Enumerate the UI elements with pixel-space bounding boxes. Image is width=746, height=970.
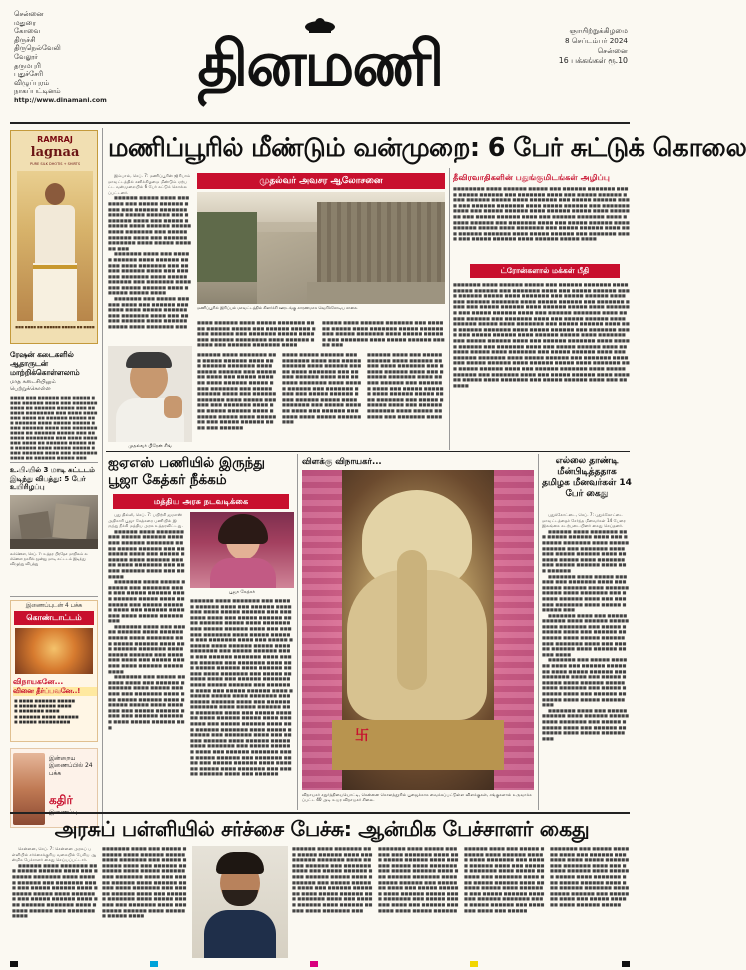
masthead-title: தினமணி bbox=[197, 27, 443, 100]
promo-sub2: வினை தீர்ப்பவனே..! bbox=[13, 687, 97, 696]
edition-item: மதுரை bbox=[14, 18, 36, 27]
kathir-line1: இன்றைய இணைப்பில் 24 பக்க bbox=[49, 755, 93, 777]
registration-marks bbox=[10, 960, 630, 968]
edition-item: தருமபுரி bbox=[14, 61, 41, 70]
section-rule bbox=[10, 812, 630, 814]
date-day: ஞாயிற்றுக்கிழமை bbox=[569, 26, 628, 35]
fishermen-dateline: புதுக்கோட்டை, செப். 7: புதுக்கோட்டை மாவட்டத்தைச் சேர்ந்த மீனவர்கள் 14 பேரை இலங்கை கடற்படையினர் கைது செய்தனர். bbox=[542, 512, 626, 529]
pooja-body-col2: ■■■■■■ ■■■■ ■■■■■■■ ■■■ ■■■■■ ■■■■■■ ■■■■ ■■■ ■■■■■■ ■■■■■■■ ■■■■ ■■■■■ ■■■■■■ ■■■ ■■■■■■■ ■■■■ ■■■ ■■■■■ ■■■■■■ ■■■■ ■■■■■■ ■■■■■ ■■■■ ■■■■■■■ ■■■ ■■■■■ ■■■■■■ ■■■■ ■■■ ■■■■■■ ■■■■■■■ ■■■■ ■■■■■ ■■■■■■ ■■■ ■■■■■■■ ■■■■ ■■■ ■■■■■ ■■■■■■ ■■■■ ■■■■■■ ■■■■■ ■■■■ ■■■■■■■ ■■■ ■■■■■ ■■■■■■ ■■■■ ■■■ ■■■■■■ ■■■■■■■ ■■■■ ■■■■■ ■■■■■■ ■■■ ■■■■■■■ ■■■■ ■■■ ■■■■■ ■■■■■■ ■■■■ ■■■■■■ ■■■■■ ■■■■ ■■■■■■■ ■■■ ■■■■■ ■■■■■■ ■■■■ ■■■ ■■■■■■ ■■■■■■■ ■■■■ ■■■■■ ■■■■■■ ■■■ ■■■■■■■ ■■■■ ■■■ ■■■■■ ■■■■■■ ■■■■ ■■■■■■ ■■■■■ ■■■■ ■■■■■■■ ■■■ ■■■■■ ■■■■■■ ■■■■ ■■■ ■■■■■■ ■■■■■■■ ■■■■ ■■■■■ ■■■■■■ ■■■ ■■■■■■■ ■■■■ ■■■ ■■■■■ ■■■■■■ ■■■■ ■■■■■■ ■■■■■ ■■■■ ■■■■■■■ ■■■ ■■■■■ ■■■■■■ ■■■■ ■■■ ■■■■■■ ■■■■■■■ ■■■■ ■■■■■ ■■■■■■ ■■■ ■■■■■■■ ■■■■ ■■■ ■■■■■ ■■■■■■ ■■■■ ■■■■■■ ■■■■■ ■■■■ ■■■■■■■ ■■■ ■■■■■ ■■■■■■ ■■■■ ■■■ ■■■■■■ ■■■■■■■ ■■■■ ■■■■■ ■■■■■■ ■■■ ■■■■■■■ ■■■■ ■■■ ■■■■■ ■■■■■■ ■■■■ ■■■■■■ ■■■■■ ■■■■ ■■■■■■■ ■■■ ■■■■■ ■■■■■■ ■■■■ ■■■ ■■■■■■ bbox=[190, 598, 293, 777]
bottom-headline: அரசுப் பள்ளியில் சர்ச்சை பேச்சு: ஆன்மிக பேச்சாளர் கைது bbox=[54, 817, 590, 841]
side-body-top: ■■■■■■■■ ■■■■ ■■■■■■ ■■■■■ ■■■ ■■■■■■ ■■■■■■■ ■■■■ ■■■■■ ■■■■■■ ■■■ ■■■■■■■ ■■■■ ■■■ ■■■■■ ■■■■■■ ■■■■ ■■■■■■ ■■■■■ ■■■■ ■■■■■■■ ■■■ ■■■■■ ■■■■■■ ■■■■ ■■■ ■■■■■■ ■■■■■■■ ■■■■ ■■■■■ ■■■■■■ ■■■ ■■■■■■■ ■■■■ ■■■ ■■■■■ ■■■■■■ ■■■■ ■■■■■■ ■■■■■ ■■■■ ■■■■■■■ ■■■ ■■■■■ ■■■■■■ ■■■■ ■■■ ■■■■■■ ■■■■■■■ ■■■■ ■■■■■ ■■■■■■ ■■■ ■■■■■■■ ■■■■ ■■■ ■■■■■ ■■■■■■ ■■■■ ■■■■■■ ■■■■■ ■■■■ ■■■■■■■ ■■■ ■■■■■ ■■■■■■ ■■■■ ■■■ ■■■■■■ ■■■■■■■ ■■■■ ■■■■■ ■■■■■■ ■■■ ■■■■■■■ ■■■■ ■■■ ■■■■■ ■■■■■■ ■■■■ ■■■■■■ ■■■■■ ■■■■ bbox=[453, 186, 630, 242]
ad-fine-print: ■■■ ■■■■ ■■ ■■■■■■ ■■■■■ ■■ ■■■■ bbox=[15, 325, 95, 329]
edition-item: கோவை bbox=[14, 27, 41, 36]
date-city: சென்னை bbox=[597, 46, 628, 55]
ad-product: lagnaa bbox=[30, 145, 80, 160]
pooja-headline: ஐஏஎஸ் பணியில் இருந்து பூஜா கேத்கர் நீக்கம் bbox=[108, 455, 265, 488]
lead-photo-caption: மணிப்பூரில் இரிப்பல் மாவட்டத்தில் கிளர்ச்சி ஊரடங்கு காரணமாக வெறிச்சோடிய சாலை bbox=[197, 305, 358, 310]
page-price: 16 பக்கங்கள் ரூ.10 bbox=[558, 56, 628, 65]
column-divider bbox=[102, 128, 103, 830]
kondattam-promo[interactable] bbox=[10, 600, 98, 742]
cm-photo bbox=[108, 346, 192, 442]
lead-kicker: முதல்வர் அவசர ஆலோசனை bbox=[197, 173, 445, 189]
bottom-body-col5: ■■■■■■ ■■■■ ■■■ ■■■■■ ■■■■■■ ■■■■ ■■■■■■ ■■■■■ ■■■■ ■■■■■■■ ■■■ ■■■■■ ■■■■■■ ■■■■ ■■■ ■■■■■■ ■■■■■■■ ■■■■ ■■■■■ ■■■■■■ ■■■ ■■■■■■■ ■■■■ ■■■ ■■■■■ ■■■■■■ ■■■■ ■■■■■■ ■■■■■ ■■■■ ■■■■■■■ ■■■ ■■■■■ ■■■■■■ ■■■■ ■■■ ■■■■■■ ■■■■■■■ ■■■■ ■■■■■ ■■■■■■ ■■■ ■■■■■■■ ■■■■ ■■■ ■■■■■ bbox=[464, 846, 545, 913]
bottom-body-col4: ■■■■■■■ ■■■■ ■■■■■ ■■■■■■ ■■■ ■■■■■■■ ■■■■ ■■■ ■■■■■ ■■■■■■ ■■■■ ■■■■■■ ■■■■■ ■■■■ ■■■■■■■ ■■■ ■■■■■ ■■■■■■ ■■■■ ■■■ ■■■■■■ ■■■■■■■ ■■■■ ■■■■■ ■■■■■■ ■■■ ■■■■■■■ ■■■■ ■■■ ■■■■■ ■■■■■■ ■■■■ ■■■■■■ ■■■■■ ■■■■ ■■■■■■■ ■■■ ■■■■■ ■■■■■■ ■■■■ ■■■ ■■■■■■ ■■■■■■■ ■■■■ ■■■■■ ■■■■■■ bbox=[378, 846, 459, 913]
edition-item: விழுப்புரம் bbox=[14, 78, 50, 87]
promo-contents: ■ ■■■■ ■■■■■■ ■■■■■ ■ ■■■■■ ■■■■■ ■■■■ ■ ■■■■■■■ ■■■■ ■ ■■■■■■ ■■■■ ■■■■■■ ■ ■■■■■ ■■■■■■■■■ bbox=[14, 698, 79, 724]
brief-ration-headline: ரேஷன் கடைகளில் ஆதாருடன் மாற்றிக்கொள்ளலாம் bbox=[10, 350, 80, 377]
brief-ration-body: ■■■■ ■■■ ■■■■■■ ■■■ ■■■■■ ■■■■ ■■■■■■ ■■■■ ■■■ ■■■■■■■ ■■■■ ■■ ■■■■■■ ■■■■■ ■■■ ■■■■■■ ■■■■■■■■ ■■■ ■■■■ ■■■■■■■ ■■■■ ■■ ■■■■■■ ■■■■■ ■■■ ■■■■■■ ■■■■ ■■■■■ ■■■■■ ■■■■ ■■■■■■ ■■■■ ■■■ ■■■■■■■ ■■■■ ■■ ■■■■■■ ■■■■■ ■■■ ■■■■■■ ■■■■■■■■ ■■■ ■■■■ ■■■■■■■ ■■■■ ■■ ■■■■■■ ■■■■■ ■■■ ■■■■■■ ■■■■ ■■■■■ ■■■■■ ■■■■ ■■■■■■ ■■■■ ■■■ ■■■■■■■ ■■■■ ■■ ■■■■■■ ■■■■■ ■■■ bbox=[10, 395, 98, 460]
brief-building bbox=[10, 466, 98, 597]
pooja-body-col1: புது தில்லி, செப். 7: பயிற்சி ஐஏஎஸ் அதிகாரி பூஜா கேத்கரை பணியில் இருந்து நீக்கி மத்திய அரசு உத்தரவிட்டது. ■■■■■■ ■■■■ ■■■■■■■ ■■■ ■■■■■ ■■■■■■ ■■■■ ■■■ ■■■■■■ ■■■■■■■ ■■■■ ■■■■■ ■■■■■■ ■■■ ■■■■■■■ ■■■■ ■■■ ■■■■■ ■■■■■■ ■■■■ ■■■■■■ ■■■■■ ■■■■ ■■■■■■■ ■■■ ■■■■■ ■■■■■■ ■■■■ ■■■ ■■■■■■ ■■■■■■■ ■■■■ ■■■■■ ■■■■■■ ■■■ ■■■■■■■ ■■■■ ■■■ ■■■■■ ■■■■■■ ■■■■ ■■■■■■ ■■■■■ ■■■■ ■■■■■■■ ■■■ ■■■■■ ■■■■■■ ■■■■ ■■■ ■■■■■■ ■■■■■■■ ■■■■ ■■■■■ ■■■■■■ ■■■ ■■■■■■■ ■■■■ ■■■ ■■■■■ ■■■■■■ ■■■■ ■■■■■■ ■■■■■ ■■■■ ■■■■■■■ ■■■ ■■■■■ ■■■■■■ ■■■■ ■■■ ■■■■■■ ■■■■■■■ ■■■■ ■■■■■ ■■■■■■ ■■■ ■■■■■■■ ■■■■ ■■■ ■■■■■ ■■■■■■ ■■■■ ■■■■■■ ■■■■■ ■■■■ ■■■■■■■ ■■■ ■■■■■ ■■■■■■ ■■■■ ■■■ ■■■■■■ ■■■■■■■ ■■■■ ■■■■■ ■■■■■■ ■■■ ■■■■■■■ ■■■■ ■■■ ■■■■■ ■■■■■■ ■■■■ ■■■■■■ ■■■■■ ■■■■ ■■■■■■■ ■■■ ■■■■■ ■■■■■■ ■■■■ ■■■ ■■■■■■ ■■■■■■■ ■■■■ ■■■■■ ■■■■■■ ■■■ bbox=[108, 512, 186, 730]
divider bbox=[10, 462, 98, 463]
date-text: 8 செப்டம்பர் 2024 bbox=[565, 36, 628, 45]
edition-item: திருச்சி bbox=[14, 35, 36, 44]
ramraj-ad[interactable] bbox=[10, 130, 98, 344]
vinayagar-label: விளக்கு விநாயகர்... bbox=[302, 457, 382, 467]
edition-item: சென்னை bbox=[14, 10, 44, 18]
kathir-title: கதிர் bbox=[49, 793, 73, 807]
lead-body-col3: ■■■■■ ■■■■ ■■■■■■ ■■■■■■■ ■■■ ■■■■■■ ■■■■■ ■■■■ ■■■■■■■ ■■■■■ ■■■■■■ ■■■ ■■■■■ ■■■■■■■ ■■■■ ■■■■■ ■■■■■■ ■■■ ■■■■■■■ ■■■■ ■■■■■ ■■■■■■ ■■■■■ ■■■ bbox=[322, 320, 445, 348]
bottom-dateline: சென்னை, செப். 7: சென்னை அரசுப் பள்ளியில் சர்ச்சைக்குரிய வகையில் பேசிய ஆன்மிக பேச்சாளர் கைது செய்யப்பட்டார். bbox=[12, 846, 97, 863]
speaker-photo bbox=[192, 846, 288, 958]
date-box bbox=[518, 26, 628, 66]
vinayagar-photo bbox=[302, 470, 534, 790]
brief-building-caption: லக்னெள, செப். 7: உத்தர பிரதேச மாநிலம் லக்னெள நகரில் மூன்று மாடி கட்டடம் இடிந்து விழுந்து விபத்து bbox=[10, 550, 88, 566]
side-headline: தீவிரவாதிகளின் பதுங்குமிடங்கள் அழிப்பு bbox=[453, 172, 610, 182]
fishermen-body: புதுக்கோட்டை, செப். 7: புதுக்கோட்டை மாவட்டத்தைச் சேர்ந்த மீனவர்கள் 14 பேரை இலங்கை கடற்படையினர் கைது செய்தனர். ■■■■■■ ■■■■ ■■■■■■■ ■■■ ■■■■■ ■■■■■■ ■■■■ ■■■ ■■■■■■ ■■■■■■■ ■■■■ ■■■■■ ■■■■■■ ■■■ ■■■■■■■ ■■■■ ■■■ ■■■■■ ■■■■■■ ■■■■ ■■■■■■ ■■■■■ ■■■■ ■■■■■■■ ■■■ ■■■■■ ■■■■■■ ■■■■ ■■■ ■■■■■■ ■■■■■■■ ■■■■ ■■■■■ ■■■■■■ ■■■ ■■■■■■■ ■■■■ ■■■ ■■■■■ ■■■■■■ ■■■■ ■■■■■■ ■■■■■ ■■■■ ■■■■■■■ ■■■ ■■■■■ ■■■■■■ ■■■■ ■■■ ■■■■■■ ■■■■■■■ ■■■■ ■■■■■ ■■■■■■ ■■■ ■■■■■■■ ■■■■ ■■■ ■■■■■ ■■■■■■ ■■■■ ■■■■■■ ■■■■■ ■■■■ ■■■■■■■ ■■■ ■■■■■ ■■■■■■ ■■■■ ■■■ ■■■■■■ ■■■■■■■ ■■■■ ■■■■■ ■■■■■■ ■■■ ■■■■■■■ ■■■■ ■■■ ■■■■■ ■■■■■■ ■■■■ ■■■■■■ ■■■■■ ■■■■ ■■■■■■■ ■■■ ■■■■■ ■■■■■■ ■■■■ ■■■ ■■■■■■ ■■■■■■■ ■■■■ ■■■■■ ■■■■■■ ■■■ ■■■■■■■ ■■■■ ■■■ ■■■■■ ■■■■■■ ■■■■ ■■■■■■ ■■■■■ ■■■■ ■■■■■■■ ■■■ ■■■■■ ■■■■■■ ■■■■ ■■■ ■■■■■■ ■■■■■■■ ■■■■ ■■■■■ ■■■■■■ ■■■ ■■■■■■■ ■■■■ ■■■ ■■■■■ ■■■■■■ ■■■■ ■■■■■■ ■■■■■ ■■■■ ■■■■■■■ ■■■ ■■■■■ ■■■■■■ ■■■■ ■■■ ■■■■■■ ■■■■■■■ ■■■■ ■■■■■ ■■■■■■ ■■■ bbox=[542, 512, 630, 741]
promo-photo bbox=[15, 628, 93, 674]
bottom-body-col1: சென்னை, செப். 7: சென்னை அரசுப் பள்ளியில் சர்ச்சைக்குரிய வகையில் பேசிய ஆன்மிக பேச்சாளர் கைது செய்யப்பட்டார். ■■■■■■ ■■■■ ■■■■■■■ ■■■ ■■■■■ ■■■■■■ ■■■■ ■■■ ■■■■■■ ■■■■■■■ ■■■■ ■■■■■ ■■■■■■ ■■■ ■■■■■■■ ■■■■ ■■■ ■■■■■ ■■■■■■ ■■■■ ■■■■■■ ■■■■■ ■■■■ ■■■■■■■ ■■■ ■■■■■ ■■■■■■ ■■■■ ■■■ ■■■■■■ ■■■■■■■ ■■■■ ■■■■■ ■■■■■■ ■■■ ■■■■■■■ ■■■■ bbox=[12, 846, 98, 919]
lead-body-col5: ■■■■ ■■■■■ ■■■■■■ ■■■ ■■■■■■■ ■■■■ ■■■ ■■■■■ ■■■■■■ ■■■■ ■■■■■■ ■■■■■ ■■■■ ■■■■■■■ ■■■ ■■■■■ ■■■■■■ ■■■■ ■■■ ■■■■■■ ■■■■■■■ ■■■■ ■■■■■ ■■■■■■ ■■■ ■■■■■■■ ■■■■ ■■■ ■■■■■ ■■■■■■ ■■■■ ■■■■■■ ■■■■■ ■■■■ ■■■■■■■ ■■■ ■■■■■ ■■■■■■ ■■■■ ■■■ ■■■■■■ ■■■■■■■ ■■■■ ■■■■■ ■■■■■■ ■■■ bbox=[282, 352, 362, 425]
bottom-body-col2: ■■■■■■■ ■■■■ ■■■ ■■■■■ ■■■■■■ ■■■■ ■■■■■■ ■■■■■ ■■■■ ■■■■■■■ ■■■ ■■■■■ ■■■■■■ ■■■■ ■■■ ■■■■■■ ■■■■■■■ ■■■■ ■■■■■ ■■■■■■ ■■■ ■■■■■■■ ■■■■ ■■■ ■■■■■ ■■■■■■ ■■■■ ■■■■■■ ■■■■■ ■■■■ ■■■■■■■ ■■■ ■■■■■ ■■■■■■ ■■■■ ■■■ ■■■■■■ ■■■■■■■ ■■■■ ■■■■■ ■■■■■■ ■■■ ■■■■■■■ ■■■■ ■■■ ■■■■■ ■■■■■■ ■■■■ ■■■■■■ ■■■■■ ■■■■ bbox=[102, 846, 187, 919]
pooja-photo-caption: பூஜா கேத்கர் bbox=[228, 590, 256, 595]
left-column bbox=[10, 128, 98, 830]
lead-body-col6: ■■■■■■ ■■■■ ■■■ ■■■■■ ■■■■■■ ■■■■ ■■■■■■ ■■■■■ ■■■■ ■■■■■■■ ■■■ ■■■■■ ■■■■■■ ■■■■ ■■■ ■■■■■■ ■■■■■■■ ■■■■ ■■■■■ ■■■■■■ ■■■ ■■■■■■■ ■■■■ ■■■ ■■■■■ ■■■■■■ ■■■■ ■■■■■■ ■■■■■ ■■■■ ■■■■■■■ ■■■ ■■■■■ ■■■■■■ ■■■■ ■■■ ■■■■■■ ■■■■■■■ ■■■■ ■■■■■ ■■■■■■ ■■■ ■■■■■■■ ■■■■ bbox=[367, 352, 444, 419]
swastika-icon: 卐 bbox=[355, 728, 369, 744]
lead-photo bbox=[197, 192, 445, 304]
masthead bbox=[0, 0, 640, 128]
column-divider bbox=[449, 168, 450, 450]
bottom-body-col6: ■■■■■■■ ■■■ ■■■■■ ■■■■■■ ■■■■ ■■■ ■■■■■■ ■■■■■■■ ■■■■ ■■■■■ ■■■■■■ ■■■ ■■■■■■■ ■■■■ ■■■ ■■■■■ ■■■■■■ ■■■■ ■■■■■■ ■■■■■ ■■■■ ■■■■■■■ ■■■ ■■■■■ ■■■■■■ ■■■■ ■■■ ■■■■■■ ■■■■■■■ ■■■■ ■■■■■ ■■■■■■ ■■■ ■■■■■■■ ■■■■ ■■■ ■■■■■ ■■■■■■ ■■■■ ■■■■■■ ■■■■■ bbox=[550, 846, 630, 907]
vinayagar-caption: விநாயகர் சதுர்த்தியையொட்டி, சென்னை கொளத்தூரில் பூஜைக்காக வைக்கப்பட்டுள்ள விளக்குகள், சங்குகளால் உருவாக்கப்பட்ட 40 அடி உயர விநாயகர் சிலை. bbox=[302, 792, 532, 803]
brief-building-headline: உ.பி.யில் 3 மாடி கட்டடம் இடிந்து விபத்து: 5 பேர் உயிரிழப்பு bbox=[10, 466, 95, 492]
section-rule bbox=[106, 451, 630, 452]
pooja-photo bbox=[190, 512, 294, 588]
promo-sub1: விநாயகனே... bbox=[13, 677, 64, 686]
edition-item: நாகப்பட்டினம் bbox=[14, 87, 61, 96]
edition-item: திருநெல்வேலி bbox=[14, 44, 61, 53]
column-divider bbox=[538, 454, 539, 810]
masthead-rule bbox=[10, 122, 630, 124]
lead-body-col1: இம்பால், செப். 7: மணிப்பூரின் ஜிரிபாம் மாவட்டத்தில் சனிக்கிழமை மீண்டும் ஏற்பட்ட வன்முறையில் 6 பேர் சுட்டுக் கொல்லப்பட்டனர். ■■■■■■ ■■■■■ ■■■■ ■■■■■■■ ■■■ ■■■■■ ■■■■■■ ■■■■ ■■■ ■■■■■■ ■■■■■■■ ■■■■ ■■■■■ ■■■■■■ ■■■ ■■■■■■■ ■■■■ ■■■ ■■■■■ ■■■■■■ ■■■■ ■■■■■■ ■■■■■ ■■■■ ■■■■■■■ ■■■ ■■■■■ ■■■■■■ ■■■■ ■■■ ■■■■■■ ■■■■■■■ ■■■■ ■■■■■ ■■■■■■ ■■■ ■■■■■■■ ■■■■ ■■■ ■■■■■ ■■■■■■ ■■■■ ■■■■■■ ■■■■■ ■■■■ ■■■■■■■ ■■■ ■■■■■ ■■■■■■ ■■■■ ■■■ ■■■■■■ ■■■■■■■ ■■■■ ■■■■■ ■■■■■■ ■■■ ■■■■■■■ ■■■■ ■■■ ■■■■■ ■■■■■■ ■■■■ ■■■■■■ ■■■■■ ■■■■ ■■■■■■■ ■■■ ■■■■■ ■■■■■■ ■■■■ ■■■ ■■■■■■ ■■■■■■■ ■■■■ ■■■■■ ■■■■■■ ■■■ ■■■■■■■ ■■■■ ■■■ ■■■■■ ■■■■■■ ■■■■ ■■■■■■ ■■■■■ ■■■■ ■■■■■■■ ■■■ bbox=[108, 173, 192, 330]
edition-item: வேலூர் bbox=[14, 52, 38, 61]
brief-building-photo bbox=[10, 495, 98, 549]
brief-ration-sub: மாத கடைசியிலும் பெற்றுக்கொள்ள bbox=[10, 379, 56, 392]
bottom-body-col3: ■■■■■■ ■■■■ ■■■■■■■ ■■■ ■■■■■ ■■■■■■ ■■■■ ■■■ ■■■■■■ ■■■■■■■ ■■■■ ■■■■■ ■■■■■■ ■■■ ■■■■■■■ ■■■■ ■■■ ■■■■■ ■■■■■■ ■■■■ ■■■■■■ ■■■■■ ■■■■ ■■■■■■■ ■■■ ■■■■■ ■■■■■■ ■■■■ ■■■ ■■■■■■ ■■■■■■■ ■■■■ ■■■■■ ■■■■■■ ■■■ ■■■■■■■ ■■■■ ■■■ ■■■■■ ■■■■■■ ■■■■ ■■■■■■ ■■■■■ ■■■■ ■■■■■■■ ■■■ bbox=[292, 846, 373, 913]
promo-title: கொண்டாட்டம் bbox=[14, 611, 94, 625]
website-link[interactable]: http://www.dinamani.com bbox=[14, 95, 107, 104]
column-divider bbox=[297, 454, 298, 810]
pooja-dateline: புது தில்லி, செப். 7: பயிற்சி ஐஏஎஸ் அதிகாரி பூஜா கேத்கரை பணியில் இருந்து நீக்கி மத்திய அரசு உத்தரவிட்டது. bbox=[108, 512, 183, 529]
side-body-bottom: ■■■■■■■ ■■■■ ■■■■■■ ■■■■■ ■■■ ■■■■■■ ■■■■■■■ ■■■■ ■■■■■ ■■■■■■ ■■■ ■■■■■■■ ■■■■ ■■■ ■■■■■ ■■■■■■ ■■■■ ■■■■■■ ■■■■■ ■■■■ ■■■■■■■ ■■■ ■■■■■ ■■■■■■ ■■■■ ■■■ ■■■■■■ ■■■■■■■ ■■■■ ■■■■■ ■■■■■■ ■■■ ■■■■■■■ ■■■■ ■■■ ■■■■■ ■■■■■■ ■■■■ ■■■■■■ ■■■■■ ■■■■ ■■■■■■■ ■■■ ■■■■■ ■■■■■■ ■■■■ ■■■ ■■■■■■ ■■■■■■■ ■■■■ ■■■■■ ■■■■■■ ■■■ ■■■■■■■ ■■■■ ■■■ ■■■■■ ■■■■■■ ■■■■ ■■■■■■ ■■■■■ ■■■■ ■■■■■■■ ■■■ ■■■■■ ■■■■■■ ■■■■ ■■■ ■■■■■■ ■■■■■■■ ■■■■ ■■■■■ ■■■■■■ ■■■ ■■■■■■■ ■■■■ ■■■ ■■■■■ ■■■■■■ ■■■■ ■■■■■■ ■■■■■ ■■■■ ■■■■■■■ ■■■ ■■■■■ ■■■■■■ ■■■■ ■■■ ■■■■■■ ■■■■■■■ ■■■■ ■■■■■ ■■■■■■ ■■■ ■■■■■■■ ■■■■ ■■■ ■■■■■ ■■■■■■ ■■■■ ■■■■■■ ■■■■■ ■■■■ ■■■■■■■ ■■■ ■■■■■ ■■■■■■ ■■■■ ■■■ ■■■■■■ ■■■■■■■ ■■■■ ■■■■■ ■■■■■■ ■■■ ■■■■■■■ ■■■■ ■■■ ■■■■■ ■■■■■■ ■■■■ ■■■■■■ ■■■■■ ■■■■ ■■■■■■■ ■■■ ■■■■■ ■■■■■■ ■■■■ ■■■ ■■■■■■ ■■■■■■■ ■■■■ ■■■■■ ■■■■■■ ■■■ ■■■■■■■ ■■■■ ■■■ ■■■■■ ■■■■■■ ■■■■ ■■■■■■ ■■■■■ ■■■■ ■■■■■■■ ■■■ ■■■■■ ■■■■■■ ■■■■ ■■■ ■■■■■■ bbox=[453, 282, 630, 388]
divider bbox=[10, 596, 98, 597]
edition-item: புதுச்சேரி bbox=[14, 70, 44, 79]
ad-photo bbox=[17, 171, 93, 321]
cm-caption: முதல்வர் பிரேன் சிங் bbox=[128, 444, 172, 449]
lead-dateline: இம்பால், செப். 7: மணிப்பூரின் ஜிரிபாம் மாவட்டத்தில் சனிக்கிழமை மீண்டும் ஏற்பட்ட வன்முறையில் 6 பேர் சுட்டுக் கொல்லப்பட்டனர். bbox=[108, 173, 191, 195]
side-kicker: ட்ரோன்களால் மக்கள் பீதி bbox=[470, 264, 620, 278]
lead-body-col2: ■■■■ ■■■■■■ ■■■■ ■■■■■ ■■■■■■■ ■■■■ ■■■■■■ ■■■■■ ■■■ ■■■■■■ ■■■■■ ■■■■ ■■■■■■ ■■■ ■■■■■■■ ■■■■■ ■■■■ ■■■ ■■■■■■ ■■■■■■■■ ■■■■ ■■■■■■ ■■■■■ ■■■ ■■■■■■ ■■■■■■■ ■■■■ bbox=[197, 320, 316, 348]
pooja-kicker: மத்திய அரசு நடவடிக்கை bbox=[113, 494, 289, 509]
lead-body-col4: ■■■■■■ ■■■■ ■■■■■■■ ■■■ ■■■■■ ■■■■■■ ■■■■ ■■■ ■■■■■■ ■■■■■■■ ■■■■ ■■■■■ ■■■■■■ ■■■ ■■■■■■■ ■■■■ ■■■ ■■■■■ ■■■■■■ ■■■■ ■■■■■■ ■■■■■ ■■■■ ■■■■■■■ ■■■ ■■■■■ ■■■■■■ ■■■■ ■■■ ■■■■■■ ■■■■■■■ ■■■■ ■■■■■ ■■■■■■ ■■■ ■■■■■■■ ■■■■ ■■■ ■■■■■ ■■■■■■ ■■■■ ■■■■■■ ■■■■■ ■■■■ ■■■■■■■ ■■■ ■■■■■ ■■■■■■ ■■■■ ■■■ ■■■■■■ bbox=[197, 352, 277, 430]
ad-brand: RAMRAJ bbox=[37, 135, 73, 144]
brief-ration bbox=[10, 350, 98, 461]
ad-sub: PURE SILK DHOTIS + SHIRTS bbox=[29, 162, 81, 166]
fishermen-headline: எல்லை தாண்டி மீன்பிடித்ததாக தமிழக மீனவர்கள் 14 பேர் கைது bbox=[542, 456, 632, 499]
edition-list bbox=[14, 10, 107, 105]
lead-headline: மணிப்பூரில் மீண்டும் வன்முறை: 6 பேர் சுட்டுக் கொலை bbox=[108, 133, 746, 163]
promo-label: இணைப்புடன் 4 பக்க bbox=[25, 603, 83, 609]
